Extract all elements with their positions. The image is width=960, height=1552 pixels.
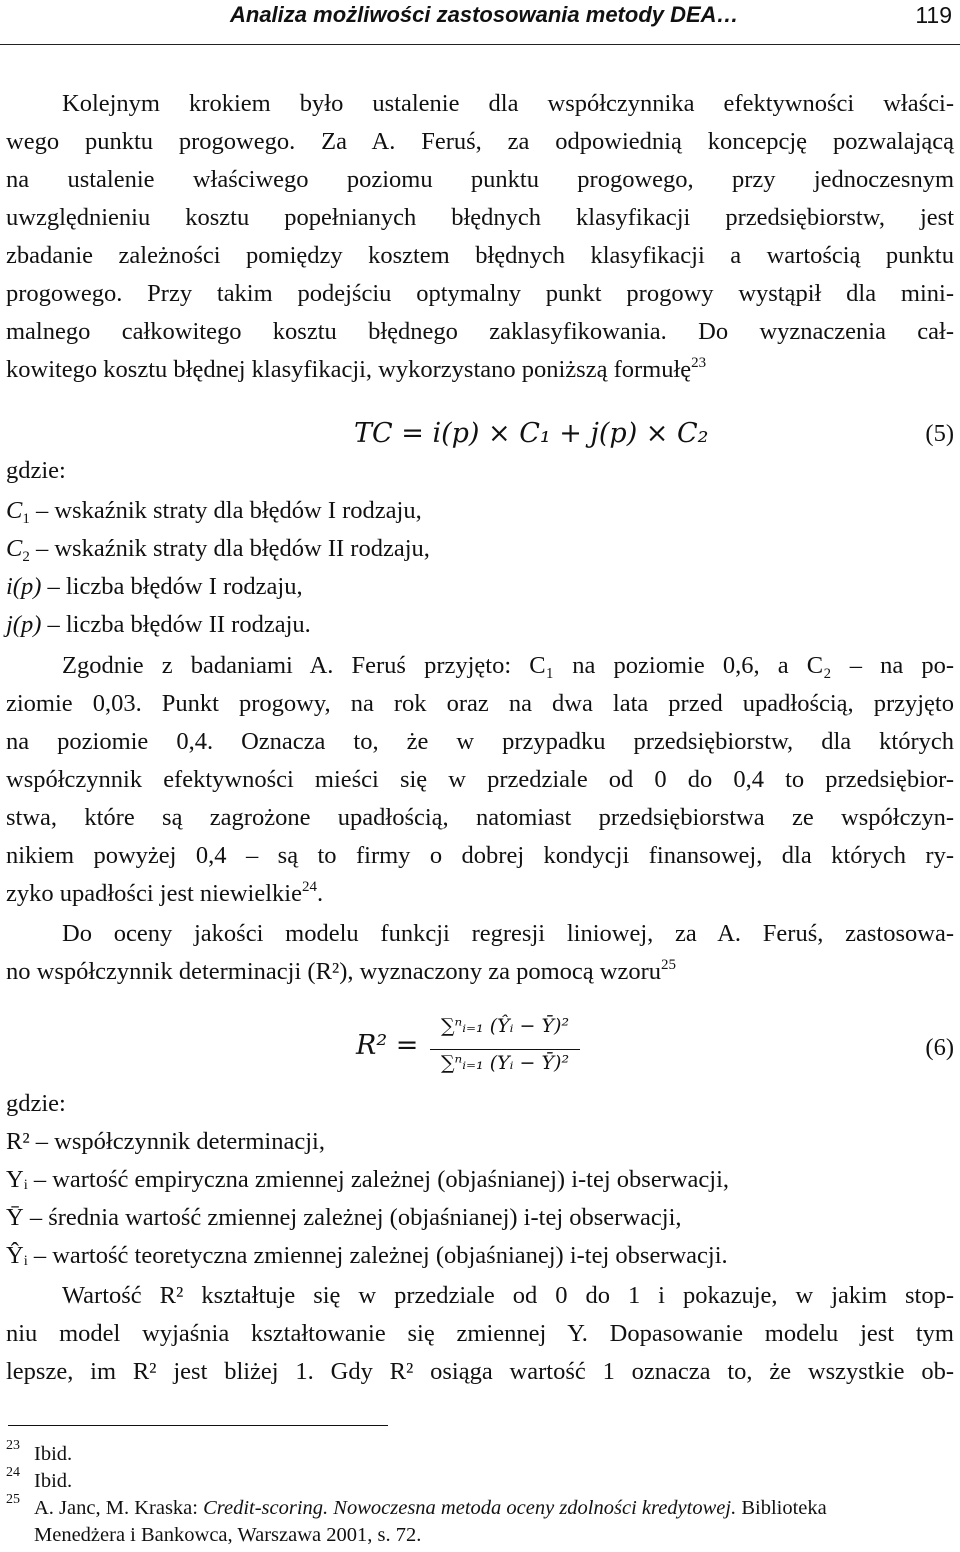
body-line: współczynnik efektywności mieści się w przedziale od 0 do 0,4 to przedsiębior- [6, 766, 954, 793]
body-line: wego punktu progowego. Za A. Feruś, za odpowiednią koncepcję pozwalającą [6, 128, 954, 155]
body-line: Kolejnym krokiem było ustalenie dla współczynnika efektywności właści- [62, 90, 954, 117]
footnote-text: Ibid. [34, 1443, 73, 1465]
equation-5: TC = i(p) × C₁ + j(p) × C₂ [354, 418, 709, 449]
body-line: no współczynnik determinacji (R²), wyznaczony za pomocą wzoru$^{25}$ [6, 957, 677, 985]
footnote-text: Menedżera i Bankowca, Warszawa 2001, s. 72. [34, 1524, 422, 1546]
body-line: stwa, które są zagrożone upadłością, natomiast przedsiębiorstwa ze współczyn- [6, 804, 954, 831]
definition-item: R² – współczynnik determinacji, [6, 1128, 325, 1155]
footnote-ref: 25 [661, 957, 677, 973]
definition-item: $C_2$ – wskaźnik straty dla błędów II rodzaju, [6, 535, 430, 565]
equation-6-numerator: ∑ⁿᵢ₌₁ (Ŷᵢ − Ȳ)² [440, 1015, 570, 1037]
footnote-text: A. Janc, M. Kraska: Credit-scoring. Nowoczesna metoda oceny zdolności kredytowej. Biblioteka [34, 1497, 827, 1519]
body-line: niu model wyjaśnia kształtowanie się zmiennej Y. Dopasowanie modelu jest tym [6, 1320, 954, 1347]
definition-item: i(p) – liczba błędów I rodzaju, [6, 573, 303, 600]
body-line: kowitego kosztu błędnej klasyfikacji, wykorzystano poniższą formułę$^{23}$ [6, 355, 707, 383]
page-number: 119 [915, 2, 952, 28]
footnote-number: 23 [6, 1438, 20, 1453]
running-title: Analiza możliwości zastosowania metody DEA… [230, 2, 739, 27]
fraction-bar [430, 1049, 580, 1050]
body-line: progowego. Przy takim podejściu optymalny punkt progowy wystąpił dla mini- [6, 280, 954, 307]
definition-item: Ŷᵢ – wartość teoretyczna zmiennej zależnej (objaśnianej) i-tej obserwacji. [6, 1242, 728, 1269]
footnote-number: 24 [6, 1465, 20, 1480]
body-line: ziomie 0,03. Punkt progowy, na rok oraz na dwa lata przed upadłością, przyjęto [6, 690, 954, 717]
footnote-ref: 24 [301, 879, 317, 895]
body-line: na poziomie 0,4. Oznacza to, że w przypadku przedsiębiorstw, dla których [6, 728, 954, 755]
equation-number: (6) [925, 1034, 954, 1061]
definition-item: $C_1$ – wskaźnik straty dla błędów I rodzaju, [6, 497, 422, 527]
body-line: Zgodnie z badaniami A. Feruś przyjęto: C₁ na poziomie 0,6, a C₂ – na po- [62, 652, 954, 679]
where-label: gdzie: [6, 1090, 66, 1117]
body-line: malnego całkowitego kosztu błędnego zaklasyfikowania. Do wyznaczenia cał- [6, 318, 954, 345]
body-line: na ustalenie właściwego poziomu punktu progowego, przy jednoczesnym [6, 166, 954, 193]
body-line: lepsze, im R² jest bliżej 1. Gdy R² osiąga wartość 1 oznacza to, że wszystkie ob- [6, 1358, 954, 1385]
body-line: Wartość R² kształtuje się w przedziale od 0 do 1 i pokazuje, w jakim stop- [62, 1282, 954, 1309]
page-header [0, 0, 960, 45]
body-line: zbadanie zależności pomiędzy kosztem błędnych klasyfikacji a wartością punktu [6, 242, 954, 269]
body-line: zyko upadłości jest niewielkie$^{24}$. [6, 879, 324, 907]
definition-item: Ȳ – średnia wartość zmiennej zależnej (objaśnianej) i-tej obserwacji, [6, 1204, 682, 1231]
footnote-separator [8, 1425, 388, 1426]
definition-item: Yᵢ – wartość empiryczna zmiennej zależnej (objaśnianej) i-tej obserwacji, [6, 1166, 730, 1193]
equation-number: (5) [925, 420, 954, 447]
equation-6-lhs: R² = [356, 1030, 419, 1061]
where-label: gdzie: [6, 457, 66, 484]
footnote-text: Ibid. [34, 1470, 73, 1492]
equation-6-denominator: ∑ⁿᵢ₌₁ (Yᵢ − Ȳ)² [440, 1052, 570, 1074]
body-line: Do oceny jakości modelu funkcji regresji liniowej, za A. Feruś, zastosowa- [62, 920, 954, 947]
body-line: nikiem powyżej 0,4 – są to firmy o dobrej kondycji finansowej, dla których ry- [6, 842, 954, 869]
body-line: uwzględnieniu kosztu popełnianych błędnych klasyfikacji przedsiębiorstw, jest [6, 204, 954, 231]
footnote-ref: 23 [691, 355, 707, 371]
footnote-number: 25 [6, 1492, 20, 1507]
definition-item: j(p) – liczba błędów II rodzaju. [6, 611, 311, 638]
